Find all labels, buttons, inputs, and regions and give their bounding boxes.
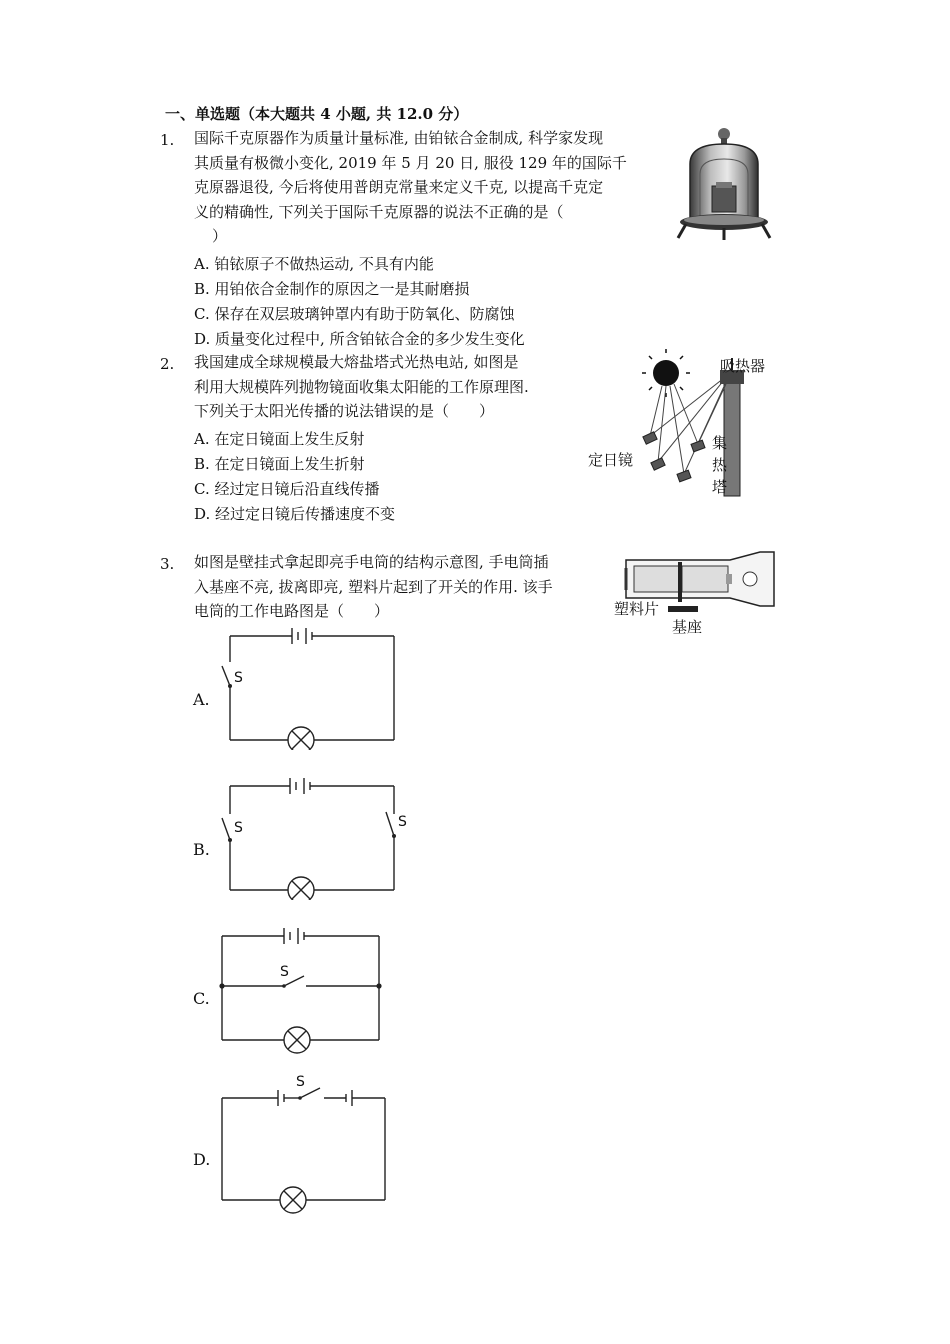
switch-label: S <box>234 820 243 836</box>
question-2-stem-line: 下列关于太阳光传播的说法错误的是（ ） <box>194 402 495 420</box>
section-title: 一、单选题（本大题共 4 小题, 共 12.0 分） <box>165 105 469 123</box>
question-2-stem-line: 利用大规模阵列抛物镜面收集太阳能的工作原理图. <box>194 377 529 396</box>
question-1-option-d[interactable]: D. 质量变化过程中, 所含铂铱合金的多少发生变化 <box>194 330 525 348</box>
solar-tower-figure <box>586 348 778 500</box>
switch-label: S <box>398 814 407 830</box>
question-1-option-b[interactable]: B. 用铂依合金制作的原因之一是其耐磨损 <box>194 280 470 298</box>
flashlight-figure <box>610 548 776 640</box>
heliostat-label: 定日镜 <box>588 451 634 469</box>
question-2-stem <box>194 350 594 424</box>
question-2-stem-line: 我国建成全球规模最大熔盐塔式光热电站, 如图是 <box>194 353 519 371</box>
switch-label: S <box>280 964 289 980</box>
question-1-stem-line: ） <box>212 227 228 245</box>
question-1-number: 1. <box>160 131 175 149</box>
circuit-diagram-b <box>212 774 412 900</box>
question-1-stem-line: 其质量有极微小变化, 2019 年 5 月 20 日, 服役 129 年的国际千 <box>194 153 627 172</box>
question-1-stem-line: 义的精确性, 下列关于国际千克原器的说法不正确的是（ <box>194 202 564 221</box>
question-3-stem <box>194 550 604 624</box>
question-2-option-d[interactable]: D. 经过定日镜后传播速度不变 <box>194 505 396 523</box>
question-3-option-b[interactable]: B. <box>193 840 210 859</box>
question-2-number: 2. <box>160 355 175 373</box>
tower-label: 集 <box>712 434 728 452</box>
question-1-stem-line: 克原器退役, 今后将使用普朗克常量来定义千克, 以提高千克定 <box>194 178 604 196</box>
question-3-stem-line: 入基座不亮, 拔离即亮, 塑料片起到了开关的作用. 该手 <box>194 577 553 596</box>
plastic-sheet-label: 塑料片 <box>614 600 660 618</box>
question-1-option-a[interactable]: A. 铂铱原子不做热运动, 不具有内能 <box>194 255 434 273</box>
question-3-number: 3. <box>160 555 175 573</box>
circuit-diagram-c <box>214 924 390 1056</box>
circuit-diagram-d <box>214 1070 394 1220</box>
question-2-option-b[interactable]: B. 在定日镜面上发生折射 <box>194 455 365 473</box>
tower-label: 塔 <box>712 478 728 496</box>
question-1-stem-line: 国际千克原器作为质量计量标准, 由铂铱合金制成, 科学家发现 <box>194 129 604 147</box>
question-1-option-c[interactable]: C. 保存在双层玻璃钟罩内有助于防氧化、防腐蚀 <box>194 305 515 323</box>
tower-label: 热 <box>712 456 728 474</box>
question-3-option-c[interactable]: C. <box>193 989 210 1008</box>
switch-label: S <box>234 670 243 686</box>
base-label: 基座 <box>672 618 703 636</box>
switch-label: S <box>296 1074 305 1090</box>
question-2-option-a[interactable]: A. 在定日镜面上发生反射 <box>194 430 365 448</box>
absorber-label: 吸热器 <box>720 357 766 375</box>
question-3-stem-line: 如图是壁挂式拿起即亮手电筒的结构示意图, 手电筒插 <box>194 553 549 571</box>
kilogram-prototype-figure <box>672 124 776 244</box>
question-3-option-d[interactable]: D. <box>193 1150 211 1169</box>
question-2-option-c[interactable]: C. 经过定日镜后沿直线传播 <box>194 480 380 498</box>
question-3-stem-line: 电筒的工作电路图是（ ） <box>194 602 390 620</box>
question-3-option-a[interactable]: A. <box>193 690 210 709</box>
circuit-diagram-a <box>220 624 404 750</box>
question-1-stem <box>194 126 654 249</box>
